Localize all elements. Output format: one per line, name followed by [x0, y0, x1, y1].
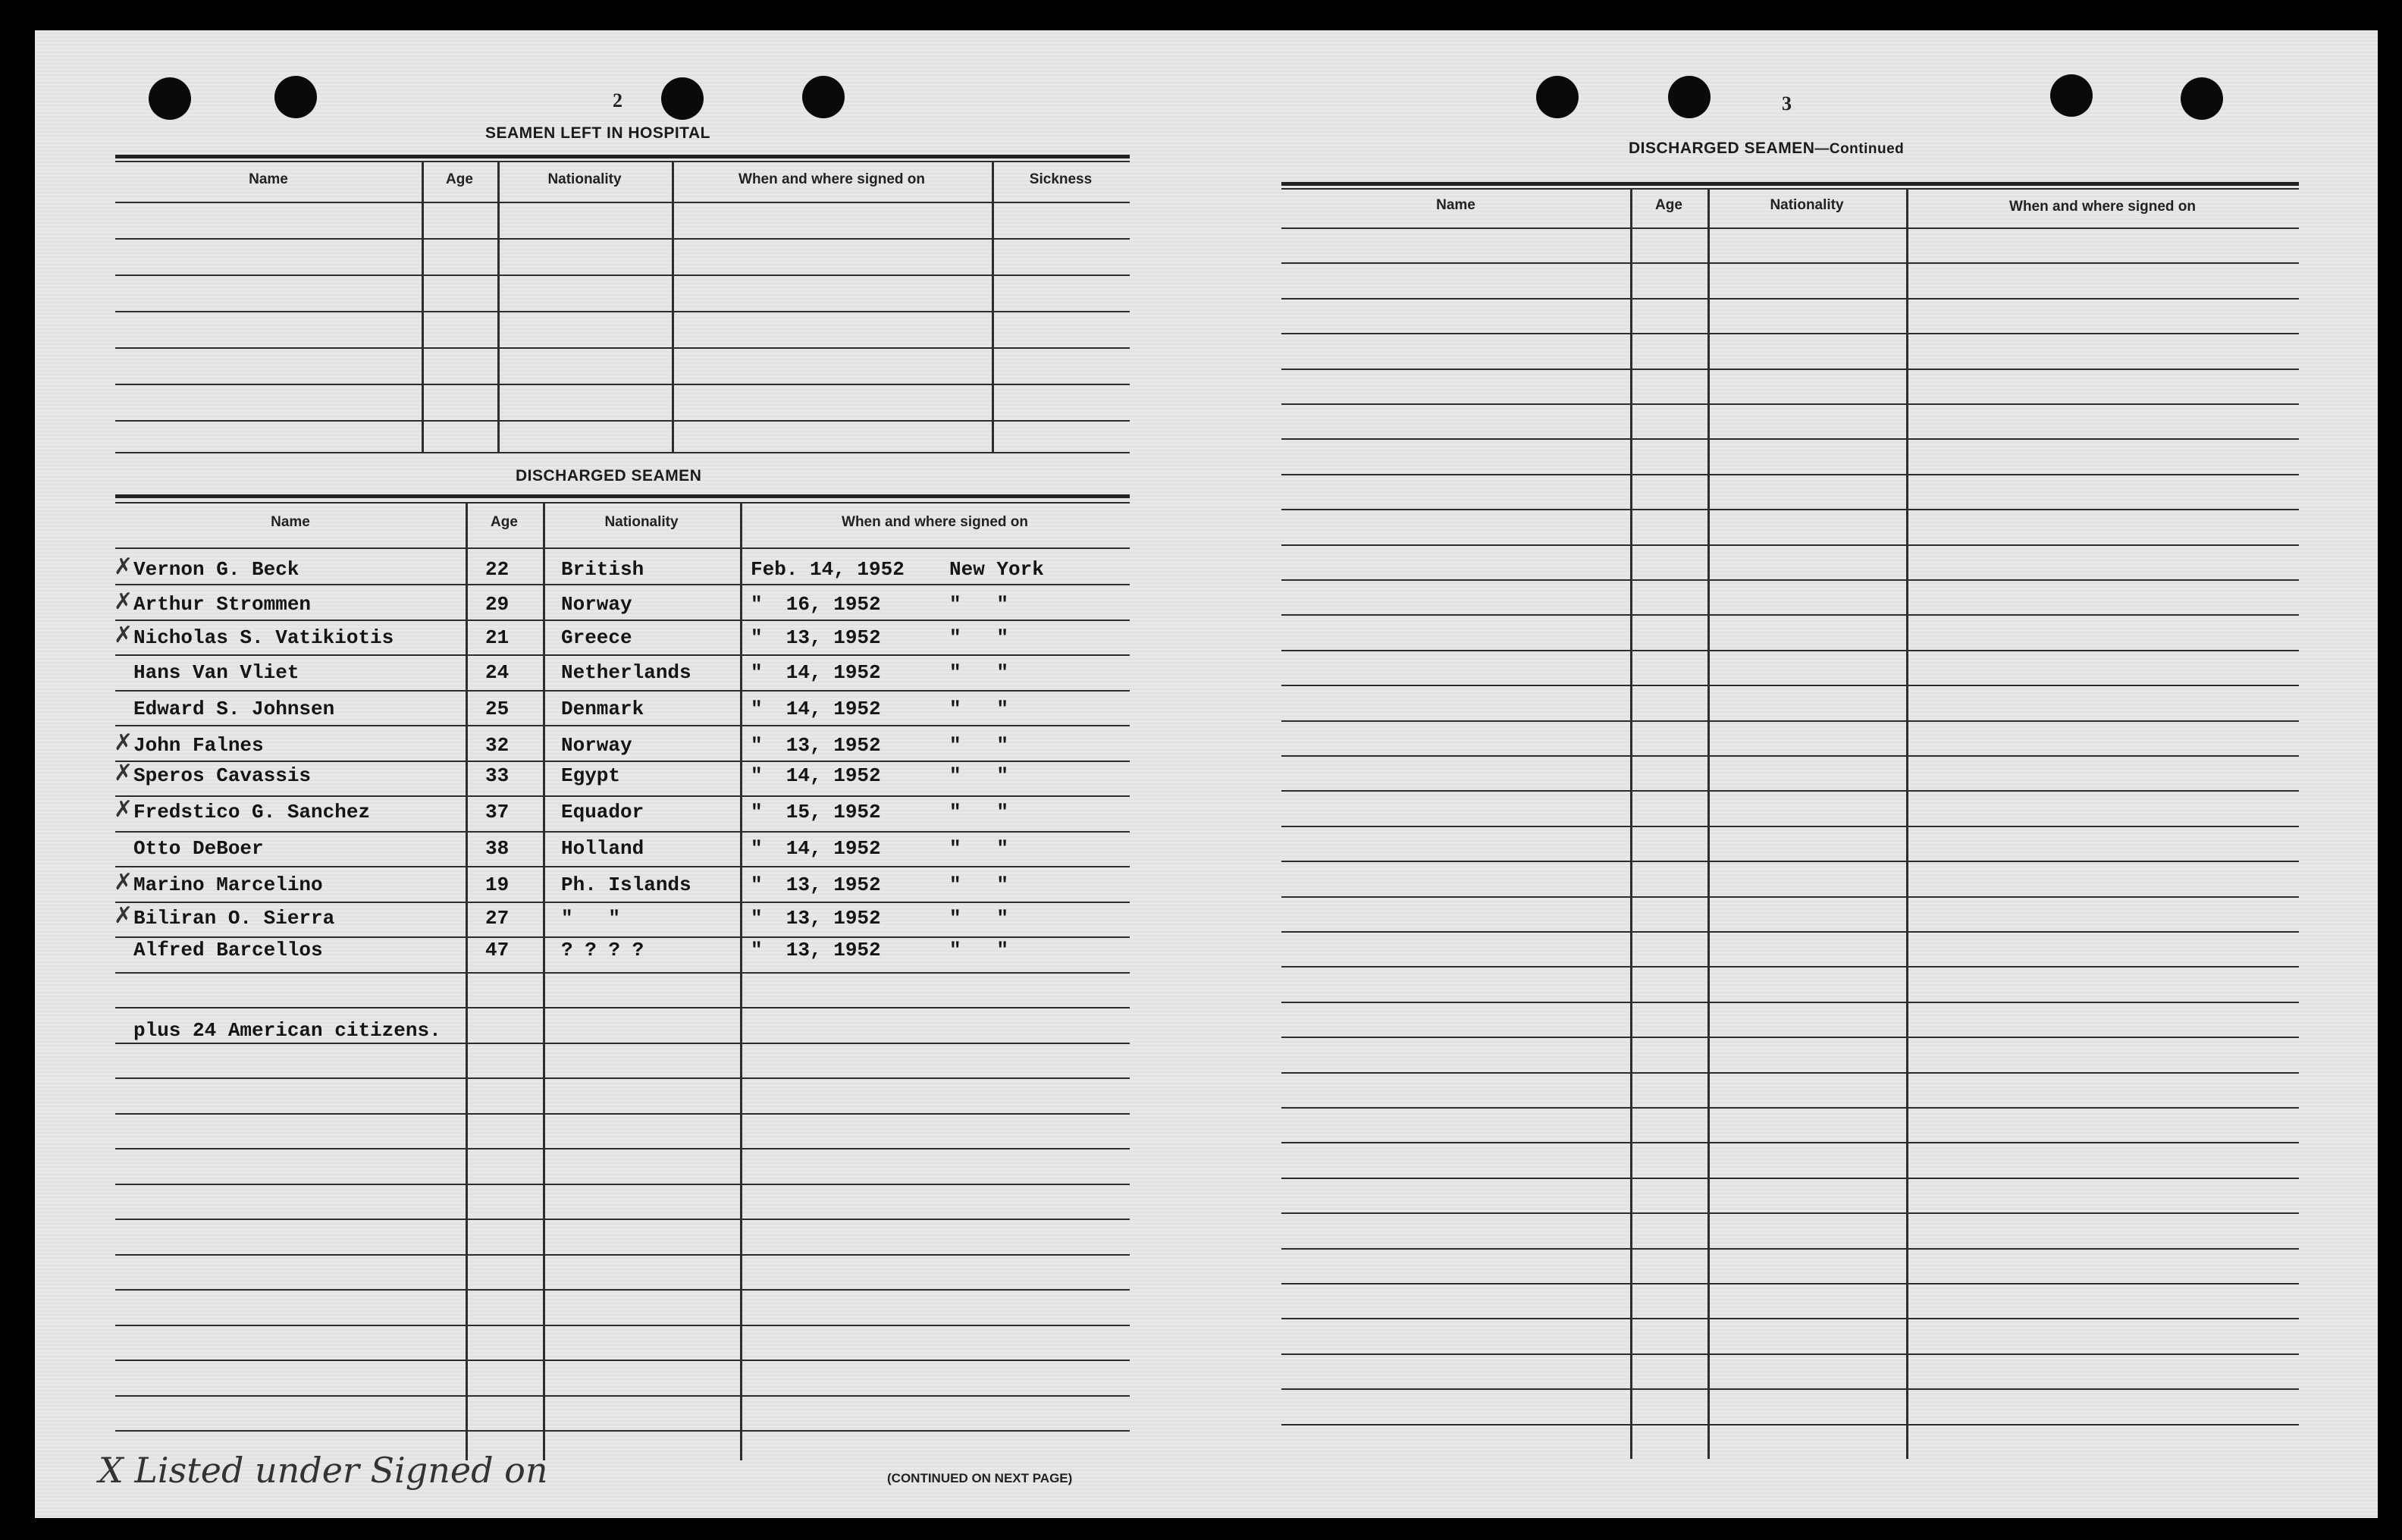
right-row-rule: [1281, 1212, 2299, 1214]
discharged-row-rule: [115, 1007, 1130, 1008]
discharged-row-rule: [115, 1043, 1130, 1044]
seaman-age: 24: [485, 661, 510, 684]
seaman-name: Nicholas S. Vatikiotis: [133, 626, 394, 649]
right-row-rule: [1281, 474, 2299, 475]
right-row-rule: [1281, 826, 2299, 827]
check-mark-icon: ✗: [114, 622, 133, 648]
hospital-col-nationality: Nationality: [547, 171, 622, 187]
right-row-rule: [1281, 1107, 2299, 1109]
seaman-nationality: " ": [561, 907, 621, 930]
check-mark-icon: ✗: [114, 902, 133, 929]
right-row-rule: [1281, 685, 2299, 686]
discharged-row-rule: [115, 725, 1130, 726]
check-mark-icon: ✗: [114, 729, 133, 756]
right-col-rule: [1630, 188, 1632, 1459]
seaman-signed-place: " ": [949, 698, 1009, 720]
seaman-signed-place: " ": [949, 939, 1009, 961]
seaman-signed-place: " ": [949, 907, 1009, 930]
discharged-row-rule: [115, 1325, 1130, 1326]
seaman-name: Hans Van Vliet: [133, 661, 299, 684]
page-number: 2: [613, 89, 622, 111]
discharged-col-nationality: Nationality: [604, 514, 679, 530]
punch-hole: [661, 77, 704, 120]
seaman-nationality: Netherlands: [561, 661, 691, 684]
seaman-name: Speros Cavassis: [133, 764, 312, 787]
hospital-row-rule: [115, 347, 1130, 349]
seaman-age: 22: [485, 558, 510, 581]
discharged-row-rule: [115, 1254, 1130, 1256]
punch-hole: [1536, 76, 1579, 118]
check-mark-icon: ✗: [114, 588, 133, 615]
right-row-rule: [1281, 755, 2299, 757]
right-row-rule: [1281, 579, 2299, 581]
hospital-col-rule: [992, 161, 994, 452]
discharged-row-rule: [115, 1360, 1130, 1361]
hospital-row-rule: [115, 238, 1130, 240]
hospital-table-top-rule: [115, 161, 1130, 162]
seaman-signed-date: " 14, 1952: [751, 837, 881, 860]
seaman-nationality: Holland: [561, 837, 644, 860]
seaman-signed-date: " 13, 1952: [751, 874, 881, 896]
seaman-name: Marino Marcelino: [133, 874, 323, 896]
seaman-age: 37: [485, 801, 510, 823]
hospital-row-rule: [115, 274, 1130, 276]
continued-note: (CONTINUED ON NEXT PAGE): [887, 1471, 1073, 1485]
seaman-nationality: Greece: [561, 626, 632, 649]
seaman-name: Vernon G. Beck: [133, 558, 299, 581]
seaman-age: 25: [485, 698, 510, 720]
discharged-row-rule: [115, 1430, 1130, 1432]
discharged-col-signed-on: When and where signed on: [842, 514, 1028, 530]
seaman-age: 27: [485, 907, 510, 930]
hospital-row-rule: [115, 384, 1130, 385]
discharged-row-rule: [115, 654, 1130, 656]
right-title-suffix: —Continued: [1814, 141, 1905, 157]
right-row-rule: [1281, 1037, 2299, 1038]
seaman-signed-place: " ": [949, 764, 1009, 787]
right-row-rule: [1281, 931, 2299, 933]
document-page: [35, 30, 2378, 1518]
hospital-table-top-rule: [115, 155, 1130, 158]
right-col-nationality: Nationality: [1770, 197, 1844, 213]
discharged-table-top-rule: [115, 494, 1130, 498]
seaman-age: 21: [485, 626, 510, 649]
seaman-age: 32: [485, 734, 510, 757]
right-row-rule: [1281, 1424, 2299, 1426]
seaman-name: Biliran O. Sierra: [133, 907, 335, 930]
right-table-top-rule: [1281, 182, 2299, 186]
hospital-col-rule: [422, 161, 424, 452]
seaman-age: 47: [485, 939, 510, 961]
seaman-signed-place: New York: [949, 558, 1044, 581]
right-row-rule: [1281, 544, 2299, 546]
seaman-signed-place: " ": [949, 661, 1009, 684]
discharged-row-rule: [115, 1077, 1130, 1079]
seaman-age: 29: [485, 593, 510, 616]
discharged-row-rule: [115, 795, 1130, 797]
seaman-name: Arthur Strommen: [133, 593, 312, 616]
discharged-col-rule: [740, 502, 742, 1460]
right-col-name: Name: [1436, 197, 1475, 213]
hospital-col-sickness: Sickness: [1029, 171, 1093, 187]
hospital-row-rule: [115, 452, 1130, 453]
hospital-section-title: SEAMEN LEFT IN HOSPITAL: [485, 124, 710, 142]
seaman-name: Alfred Barcellos: [133, 939, 323, 961]
seaman-name: Otto DeBoer: [133, 837, 264, 860]
right-row-rule: [1281, 966, 2299, 968]
seaman-name: Fredstico G. Sanchez: [133, 801, 371, 823]
discharged-section-title: DISCHARGED SEAMEN: [516, 467, 702, 485]
right-row-rule: [1281, 1248, 2299, 1250]
seaman-signed-date: " 13, 1952: [751, 907, 881, 930]
seaman-nationality: Ph. Islands: [561, 874, 691, 896]
seaman-nationality: Egypt: [561, 764, 621, 787]
right-row-rule: [1281, 790, 2299, 792]
discharged-row-rule: [115, 584, 1130, 585]
discharged-row-rule: [115, 1395, 1130, 1397]
discharged-row-rule: [115, 972, 1130, 974]
hospital-col-rule: [672, 161, 674, 452]
discharged-note: plus 24 American citizens.: [133, 1019, 441, 1042]
right-row-rule: [1281, 614, 2299, 616]
right-section-title: [1629, 140, 1904, 158]
discharged-row-rule: [115, 1184, 1130, 1185]
check-mark-icon: ✗: [114, 554, 133, 580]
seaman-age: 19: [485, 874, 510, 896]
right-row-rule: [1281, 650, 2299, 651]
discharged-row-rule: [115, 690, 1130, 692]
right-row-rule: [1281, 509, 2299, 510]
discharged-col-rule: [543, 502, 545, 1460]
right-row-rule: [1281, 1353, 2299, 1355]
seaman-age: 33: [485, 764, 510, 787]
discharged-col-name: Name: [271, 514, 310, 530]
hospital-col-age: Age: [446, 171, 473, 187]
right-col-rule: [1906, 188, 1908, 1459]
check-mark-icon: ✗: [114, 760, 133, 786]
discharged-row-rule: [115, 1219, 1130, 1220]
discharged-row-rule: [115, 1113, 1130, 1115]
right-row-rule: [1281, 1072, 2299, 1074]
check-mark-icon: ✗: [114, 796, 133, 823]
right-row-rule: [1281, 298, 2299, 300]
right-row-rule: [1281, 1318, 2299, 1319]
seaman-nationality: Norway: [561, 734, 632, 757]
hospital-col-rule: [497, 161, 500, 452]
discharged-row-rule: [115, 902, 1130, 903]
seaman-signed-place: " ": [949, 874, 1009, 896]
discharged-table-top-rule: [115, 502, 1130, 503]
discharged-row-rule: [115, 761, 1130, 762]
right-row-rule: [1281, 1178, 2299, 1179]
right-col-signed-on: When and where signed on: [2009, 199, 2196, 215]
seaman-name: John Falnes: [133, 734, 264, 757]
seaman-signed-date: " 13, 1952: [751, 626, 881, 649]
discharged-row-rule: [115, 1148, 1130, 1150]
seaman-nationality: Equador: [561, 801, 644, 823]
seaman-signed-date: " 13, 1952: [751, 734, 881, 757]
seaman-nationality: British: [561, 558, 644, 581]
right-row-rule: [1281, 1283, 2299, 1284]
seaman-signed-date: " 14, 1952: [751, 698, 881, 720]
punch-hole: [2050, 74, 2093, 117]
seaman-age: 38: [485, 837, 510, 860]
seaman-signed-date: " 16, 1952: [751, 593, 881, 616]
right-row-rule: [1281, 227, 2299, 229]
seaman-signed-date: " 14, 1952: [751, 661, 881, 684]
seaman-signed-date: " 14, 1952: [751, 764, 881, 787]
right-row-rule: [1281, 861, 2299, 862]
seaman-signed-place: " ": [949, 593, 1009, 616]
discharged-col-age: Age: [491, 514, 518, 530]
page-number: 3: [1782, 93, 1792, 114]
right-row-rule: [1281, 403, 2299, 405]
seaman-signed-date: " 15, 1952: [751, 801, 881, 823]
seaman-nationality: Norway: [561, 593, 632, 616]
hospital-row-rule: [115, 202, 1130, 203]
discharged-row-rule: [115, 1289, 1130, 1291]
hospital-col-signed-on: When and where signed on: [738, 171, 925, 187]
seaman-signed-place: " ": [949, 801, 1009, 823]
punch-hole: [274, 76, 317, 118]
punch-hole: [149, 77, 191, 120]
right-row-rule: [1281, 333, 2299, 334]
seaman-signed-place: " ": [949, 734, 1009, 757]
right-row-rule: [1281, 1388, 2299, 1390]
discharged-row-rule: [115, 936, 1130, 938]
seaman-nationality: Denmark: [561, 698, 644, 720]
right-row-rule: [1281, 1002, 2299, 1003]
seaman-signed-date: Feb. 14, 1952: [751, 558, 905, 581]
right-row-rule: [1281, 1142, 2299, 1143]
discharged-header-rule: [115, 547, 1130, 549]
hospital-col-name: Name: [249, 171, 288, 187]
right-col-rule: [1707, 188, 1710, 1459]
discharged-row-rule: [115, 866, 1130, 867]
hospital-row-rule: [115, 420, 1130, 422]
right-row-rule: [1281, 438, 2299, 440]
discharged-col-rule: [466, 502, 468, 1460]
seaman-signed-place: " ": [949, 837, 1009, 860]
right-row-rule: [1281, 369, 2299, 370]
seaman-nationality: ? ? ? ?: [561, 939, 644, 961]
seaman-name: Edward S. Johnsen: [133, 698, 335, 720]
discharged-row-rule: [115, 619, 1130, 621]
right-col-age: Age: [1655, 197, 1682, 213]
punch-hole: [802, 76, 845, 118]
right-row-rule: [1281, 896, 2299, 898]
seaman-signed-place: " ": [949, 626, 1009, 649]
right-table-top-rule: [1281, 188, 2299, 190]
right-row-rule: [1281, 262, 2299, 264]
right-row-rule: [1281, 720, 2299, 722]
punch-hole: [2181, 77, 2223, 120]
discharged-row-rule: [115, 831, 1130, 833]
right-title-main: DISCHARGED SEAMEN: [1629, 140, 1815, 157]
seaman-signed-date: " 13, 1952: [751, 939, 881, 961]
hospital-row-rule: [115, 311, 1130, 312]
handwritten-footnote: X Listed under Signed on: [99, 1450, 548, 1491]
punch-hole: [1668, 76, 1711, 118]
check-mark-icon: ✗: [114, 869, 133, 895]
